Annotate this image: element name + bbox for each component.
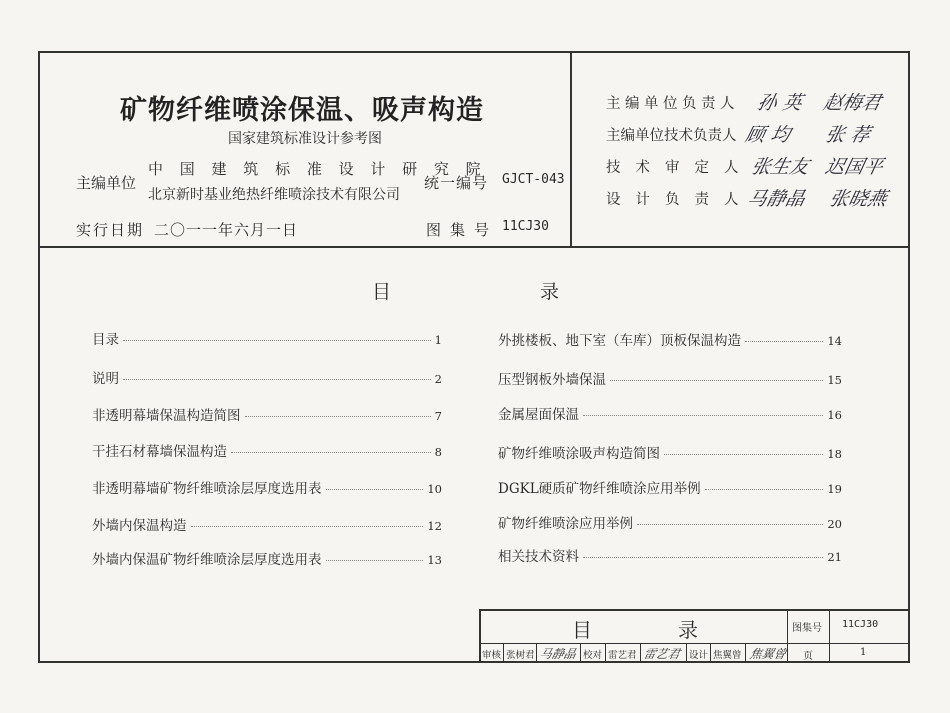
role-technical-review: 技术审定人 [606,160,754,176]
editor-label: 主编单位 [76,174,137,192]
unified-code-value: GJCT-043 [502,172,565,187]
title-block-divider [829,609,830,663]
toc-item-page: 12 [427,519,442,533]
role-chief-unit: 主编单位负责人 [606,96,739,112]
atlas-number-label: 图集号 [426,221,499,239]
toc-item[interactable] [498,403,842,423]
toc-item-text: 矿物纤维喷涂吸声构造简图 [498,446,660,462]
toc-item-text: DGKL硬质矿物纤维喷涂应用举例 [498,481,701,497]
effective-date-value: 二〇一一年六月一日 [154,221,299,239]
toc-leader [231,452,431,453]
cell-divider [605,643,606,663]
cell-divider [640,643,641,663]
title-block-atlas-label: 图集号 [792,623,822,634]
toc-item-text: 外墙内保温矿物纤维喷涂层厚度选用表 [92,552,322,568]
title-block-title-left: 目 [572,618,592,642]
toc-item-text: 外墙内保温构造 [92,518,187,534]
toc-item-page: 14 [827,334,842,348]
title-block-page-label: 页 [803,651,813,662]
cell-divider [536,643,537,663]
toc-leader [705,489,824,490]
designer-signature: 焦翼曾 [748,647,788,661]
toc-item-page: 21 [827,550,842,564]
toc-leader [637,524,823,525]
toc-leader [123,379,431,380]
signature: 张 荐 [823,124,873,146]
toc-item[interactable] [92,404,442,424]
title-block-page-value: 1 [860,647,867,658]
toc-leader [326,489,424,490]
toc-item[interactable] [498,477,842,497]
toc-item[interactable] [92,440,442,460]
reviewer-name: 张树君 [506,650,535,661]
design-label: 设计 [689,650,709,661]
toc-item[interactable] [92,548,442,568]
toc-item-page: 16 [827,408,842,422]
role-design-lead: 设计负责人 [606,192,754,208]
toc-item-text: 目录 [92,332,119,348]
reviewer-signature: 马静晶 [538,647,578,661]
toc-item-page: 18 [827,447,842,461]
effective-date-label: 实行日期 [76,221,145,239]
header-divider [38,246,910,248]
designer-name: 焦翼曾 [713,650,742,661]
editor-unit-2: 北京新时基业绝热纤维喷涂技术有限公司 [148,187,400,203]
toc-item-page: 7 [434,409,442,423]
title-block-atlas-value: 11CJ30 [842,619,879,630]
signature: 顾 均 [743,124,793,146]
toc-item[interactable] [498,368,842,388]
unified-code-label: 统一编号 [424,174,489,192]
cell-divider [710,643,711,663]
toc-item[interactable] [498,512,842,532]
signature: 迟国平 [823,156,886,178]
toc-item-text: 非透明幕墙保温构造简图 [92,408,241,424]
toc-leader [191,526,424,527]
toc-leader [326,560,424,561]
atlas-number-value: 11CJ30 [502,219,549,234]
toc-leader [245,416,431,417]
toc-leader [123,340,431,341]
check-label: 校对 [583,650,603,661]
document-title: 矿物纤维喷涂保温、吸声构造 [120,95,484,126]
document-subtitle: 国家建筑标准设计参考图 [228,131,382,147]
toc-item[interactable] [92,477,442,497]
toc-title-right: 录 [540,281,560,303]
title-block-divider [787,609,788,663]
signature: 孙 英 [755,92,805,114]
checker-signature: 雷艺君 [642,647,682,661]
toc-item-page: 20 [827,517,842,531]
toc-item[interactable] [498,329,842,349]
toc-leader [745,341,823,342]
toc-item-text: 压型钢板外墙保温 [498,372,606,388]
toc-item-page: 10 [427,482,442,496]
role-chief-technical: 主编单位技术负责人 [606,128,737,144]
toc-leader [583,557,823,558]
title-block-divider [479,643,910,644]
signature: 张生友 [749,156,812,178]
toc-item-page: 19 [827,482,842,496]
toc-leader [583,415,823,416]
review-label: 审核 [482,650,502,661]
signature: 张晓燕 [827,188,890,210]
toc-item-page: 1 [434,333,442,347]
toc-item[interactable] [92,367,442,387]
toc-item-text: 说明 [92,371,119,387]
title-block-title-right: 录 [678,618,698,642]
toc-item-text: 相关技术资料 [498,549,579,565]
toc-item[interactable] [498,545,842,565]
toc-title-left: 目 [372,281,392,303]
toc-item-page: 2 [434,372,442,386]
toc-item-page: 8 [434,445,442,459]
toc-item-text: 外挑楼板、地下室（车库）顶板保温构造 [498,333,741,349]
toc-item-text: 非透明幕墙矿物纤维喷涂层厚度选用表 [92,481,322,497]
cell-divider [686,643,687,663]
toc-item-text: 矿物纤维喷涂应用举例 [498,516,633,532]
cell-divider [745,643,746,663]
toc-item-page: 15 [827,373,842,387]
cell-divider [580,643,581,663]
toc-item-text: 干挂石材幕墙保温构造 [92,444,227,460]
checker-name: 雷艺君 [608,650,637,661]
signature: 马静晶 [745,188,808,210]
toc-item[interactable] [92,328,442,348]
toc-item-page: 13 [427,553,442,567]
toc-leader [664,454,823,455]
header-vertical-divider [570,51,572,246]
toc-leader [610,380,823,381]
toc-item[interactable] [498,442,842,462]
toc-item[interactable] [92,514,442,534]
toc-item-text: 金属屋面保温 [498,407,579,423]
editor-unit-1: 中 国 建 筑 标 准 设 计 研 究 院 [148,160,487,178]
cell-divider [503,643,504,663]
signature: 赵梅君 [821,92,884,114]
